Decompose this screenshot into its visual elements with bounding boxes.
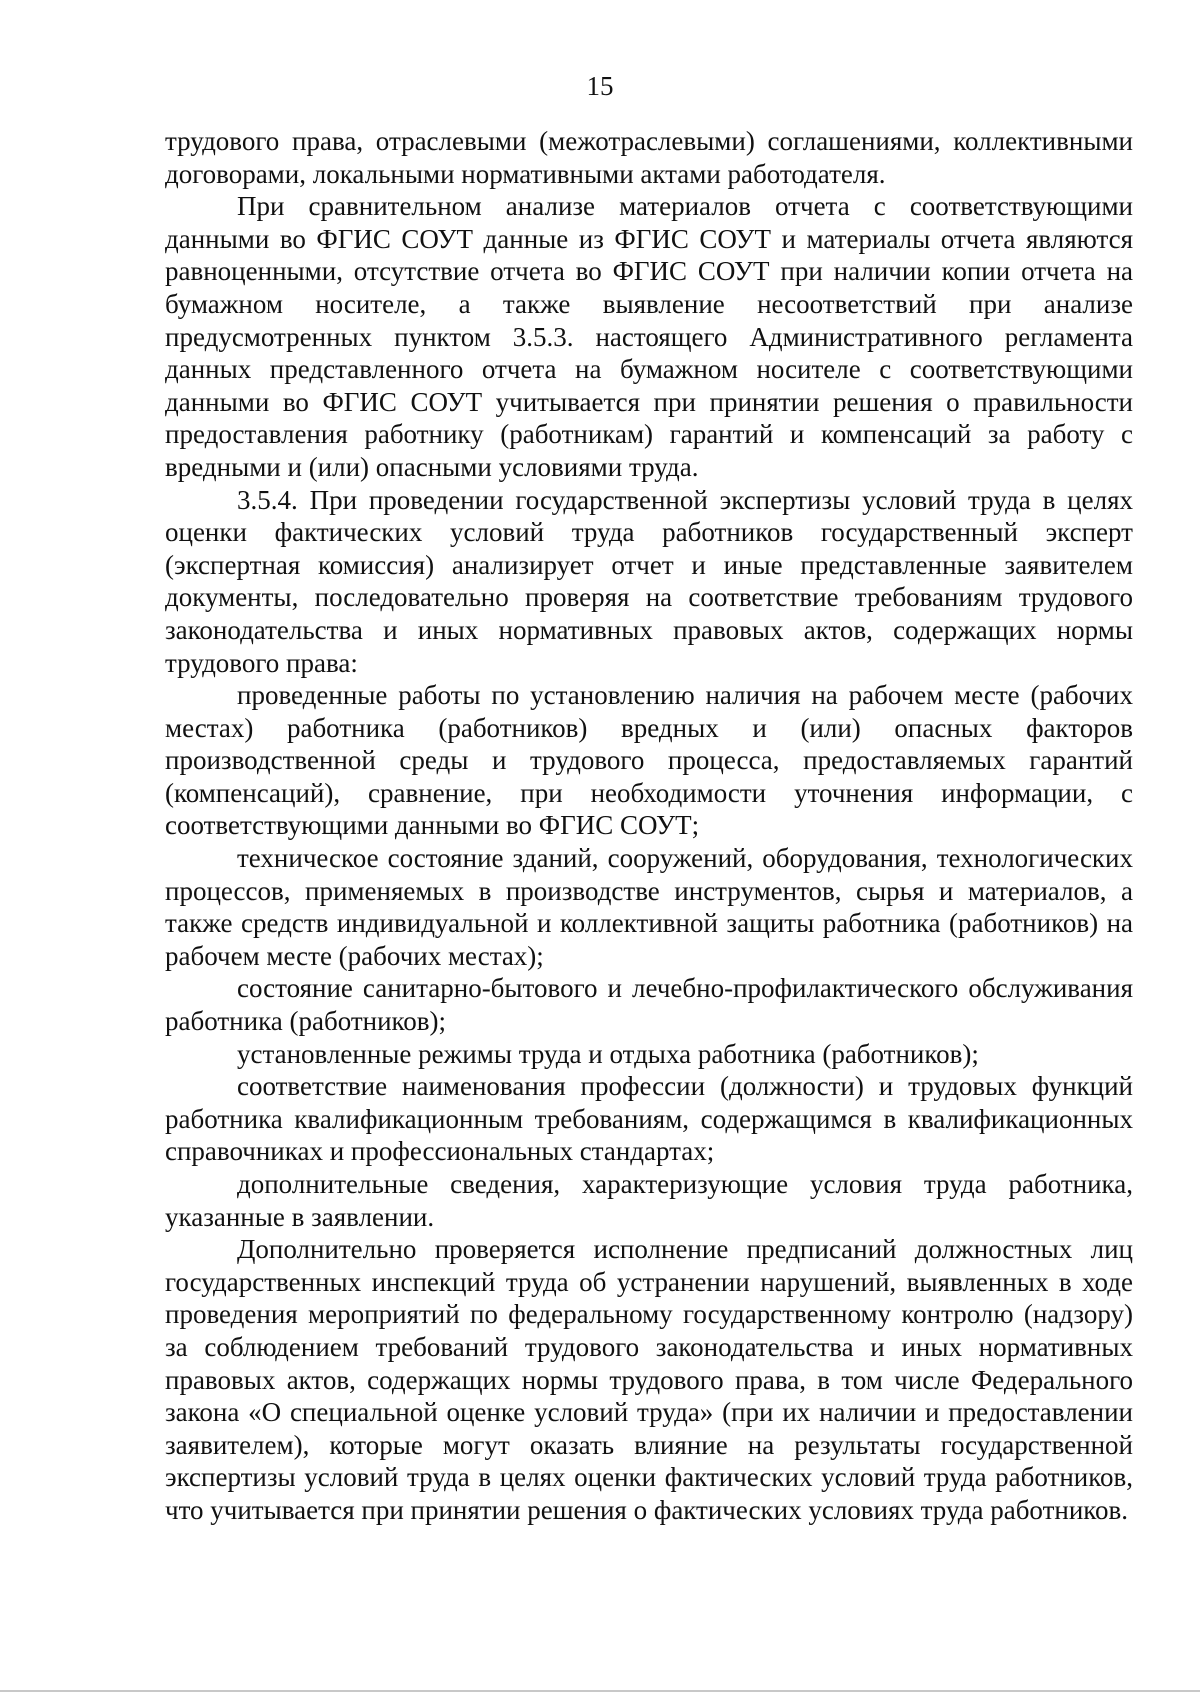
paragraph-section-3-5-4: 3.5.4. При проведении государственной экспертизы условий труда в целях оценки фактических условий труда работников государственный эксперт (экспертная комиссия) анализирует отчет и иные представленные заявителем документы, последовательно проверяя на соответствие требованиям трудового законодательства и иных нормативных правовых актов, содержащих нормы трудового права:: [165, 484, 1133, 678]
paragraph-item-additional-info: дополнительные сведения, характеризующие условия труда работника, указанные в заявлении.: [165, 1169, 1133, 1232]
paragraph-continuation: трудового права, отраслевыми (межотраслевыми) соглашениями, коллективными договорами, локальными нормативными актами работодателя.: [165, 126, 1133, 189]
document-body: [165, 125, 1133, 1527]
paragraph-item-sanitary-service: состояние санитарно-бытового и лечебно-профилактического обслуживания работника (работников);: [165, 973, 1133, 1037]
paragraph-item-work-performed: проведенные работы по установлению наличия на рабочем месте (рабочих местах) работника (работников) вредных и (или) опасных факторов производственной среды и трудового процесса, предоставляемых гарантий (компенсаций), сравнение, при необходимости уточнения информации, с соответствующими данными во ФГИС СОУТ;: [165, 680, 1133, 841]
bottom-edge-line: [0, 1690, 1200, 1692]
paragraph-comparative-analysis: При сравнительном анализе материалов отчета с соответствующими данными во ФГИС СОУТ данные из ФГИС СОУТ и материалы отчета являются равноценными, отсутствие отчета во ФГИС СОУТ при наличии копии отчета на бумажном носителе, а также выявление несоответствий при анализе предусмотренных пунктом 3.5.3. настоящего Административного регламента данных представленного отчета на бумажном носителе с соответствующими данными во ФГИС СОУТ учитывается при принятии решения о правильности предоставления работнику (работникам) гарантий и компенсаций за работу с вредными и (или) опасными условиями труда.: [165, 191, 1133, 482]
paragraph-additional-check: Дополнительно проверяется исполнение предписаний должностных лиц государственных инспекций труда об устранении нарушений, выявленных в ходе проведения мероприятий по федеральному государственному контролю (надзору) за соблюдением требований трудового законодательства и иных нормативных правовых актов, содержащих нормы трудового права, в том числе Федерального закона «О специальной оценке условий труда» (при их наличии и предоставлении заявителем), которые могут оказать влияние на результаты государственной экспертизы условий труда в целях оценки фактических условий труда работников, что учитывается при принятии решения о фактических условиях труда работников.: [165, 1234, 1133, 1525]
paragraph-item-profession-match: соответствие наименования профессии (должности) и трудовых функций работника квалификационным требованиям, содержащимся в квалификационных справочниках и профессиональных стандартах;: [165, 1071, 1133, 1167]
paragraph-item-technical-state: техническое состояние зданий, сооружений, оборудования, технологических процессов, применяемых в производстве инструментов, сырья и материалов, а также средств индивидуальной и коллективной защиты работника (работников) на рабочем месте (рабочих местах);: [165, 843, 1133, 971]
paragraph-item-work-rest-modes: установленные режимы труда и отдыха работника (работников);: [237, 1038, 979, 1069]
page-number: 15: [586, 71, 614, 101]
